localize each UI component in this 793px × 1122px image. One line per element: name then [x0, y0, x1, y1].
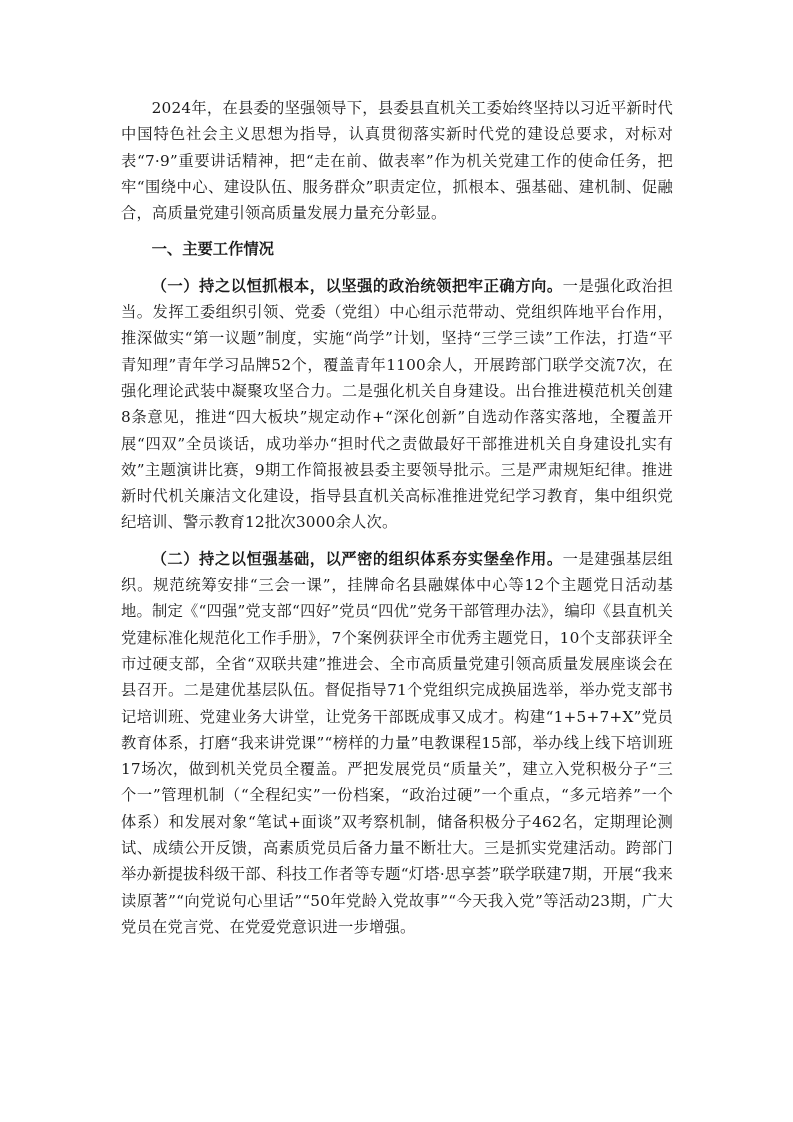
item-2-lead: （二）持之以恒强基础，以严密的组织体系夯实堡垒作用。: [151, 549, 563, 568]
section-item-2: [121, 546, 673, 940]
section-item-1: [121, 273, 673, 536]
item-1-body: 一是强化政治担当。发挥工委组织引领、党委（党组）中心组示范带动、党组织阵地平台作用，推深做实“第一议题”制度，实施“尚学”计划，坚持“三学三读”工作法，打造“平青知理”青年学习品牌52个，覆盖青年1100余人，开展跨部门联学交流7次，在强化理论武装中凝聚攻坚合力。二是强化机关自身建设。出台推进模范机关创建8条意见，推进“四大板块”规定动作+“深化创新”自选动作落实落地，全覆盖开展“四双”全员谈话，成功举办“担时代之责做最好干部推进机关自身建设扎实有效”主题演讲比赛，9期工作简报被县委主要领导批示。三是严肃规矩纪律。推进新时代机关廉洁文化建设，指导县直机关高标准推进党纪学习教育，集中组织党纪培训、警示教育12批次3000余人次。: [121, 276, 673, 532]
intro-paragraph: 2024年，在县委的坚强领导下，县委县直机关工委始终坚持以习近平新时代中国特色社会主义思想为指导，认真贯彻落实新时代党的建设总要求，对标对表“7·9”重要讲话精神，把“走在前、做表率”作为机关党建工作的使命任务，把牢“围绕中心、建设队伍、服务群众”职责定位，抓根本、强基础、建机制、促融合，高质量党建引领高质量发展力量充分彰显。: [121, 99, 673, 223]
item-1-lead: （一）持之以恒抓根本，以坚强的政治统领把牢正确方向。: [151, 276, 563, 295]
document-page: [121, 95, 673, 950]
item-2-body: 一是建强基层组织。规范统筹安排“三会一课”，挂牌命名县融媒体中心等12个主题党日活动基地。制定《“四强”党支部“四好”党员“四优”党务干部管理办法》，编印《县直机关党建标准化规范化工作手册》，7个案例获评全市优秀主题党日，10个支部获评全市过硬支部，全省“双联共建”推进会、全市高质量党建引领高质量发展座谈会在县召开。二是建优基层队伍。督促指导71个党组织完成换届选举，举办党支部书记培训班、党建业务大讲堂，让党务干部既成事又成才。构建“1+5+7+X”党员教育体系，打磨“我来讲党课”“榜样的力量”电教课程15部，举办线上线下培训班17场次，做到机关党员全覆盖。严把发展党员“质量关”，建立入党积极分子“三个一”管理机制（“全程纪实”一份档案，“政治过硬”一个重点，“多元培养”一个体系）和发展对象“笔试+面谈”双考察机制，储备积极分子462名，定期理论测试、成绩公开反馈，高素质党员后备力量不断壮大。三是抓实党建活动。跨部门举办新提拔科级干部、科技工作者等专题“灯塔·思享荟”联学联建7期，开展“我来读原著”“向党说句心里话”“50年党龄入党故事”“今天我入党”等活动23期，广大党员在党言党、在党爱党意识进一步增强。: [121, 549, 673, 936]
section-heading: 一、主要工作情况: [151, 240, 274, 259]
